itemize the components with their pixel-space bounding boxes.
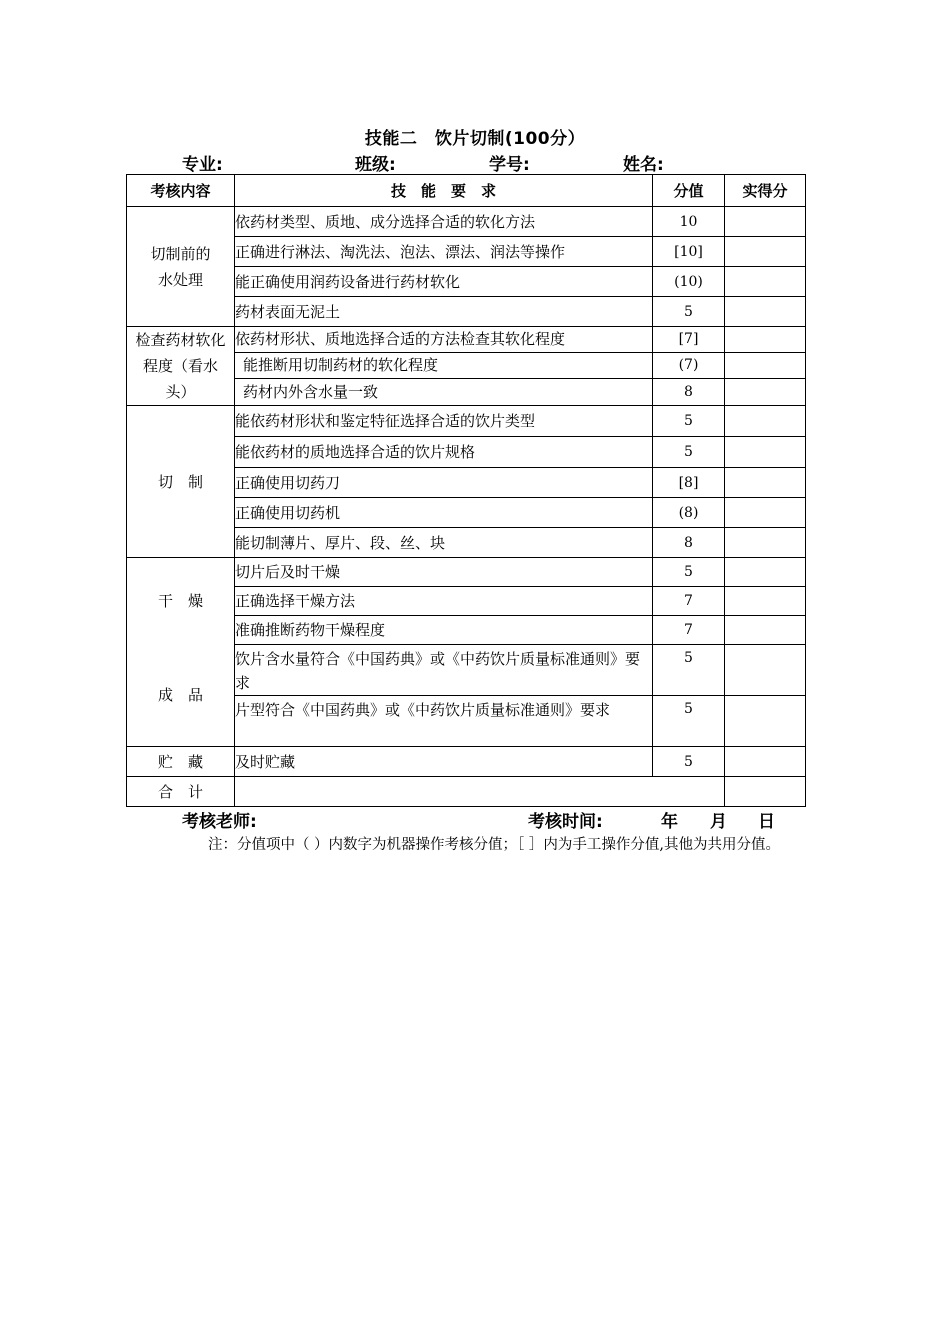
requirement-cell: 药材内外含水量一致 xyxy=(235,379,653,406)
page-title: 技能二 饮片切制(100分） xyxy=(364,129,586,149)
total-label: 合 计 xyxy=(127,777,235,807)
category-cell xyxy=(127,207,235,327)
name-label: 姓名: xyxy=(623,155,664,175)
requirement-cell: 能依药材形状和鉴定特征选择合适的饮片类型 xyxy=(235,406,653,437)
requirement-cell: 依药材类型、质地、成分选择合适的软化方法 xyxy=(235,207,653,237)
requirement-cell: 切片后及时干燥 xyxy=(235,558,653,587)
category-label: 检查药材软化程度（看水头） xyxy=(135,331,226,401)
actual-score-cell[interactable] xyxy=(725,406,806,437)
score-cell: [8] xyxy=(653,468,725,498)
day-label: 日 xyxy=(758,812,775,832)
time-label: 考核时间: xyxy=(528,812,603,832)
class-label: 班级: xyxy=(355,155,396,175)
actual-score-cell[interactable] xyxy=(725,327,806,353)
requirement-cell: 准确推断药物干燥程度 xyxy=(235,616,653,645)
actual-score-cell[interactable] xyxy=(725,468,806,498)
actual-score-cell[interactable] xyxy=(725,498,806,528)
category-cell xyxy=(127,327,235,406)
category-cell: 切 制 xyxy=(127,406,235,558)
table-row xyxy=(127,327,806,353)
score-cell: (7) xyxy=(653,352,725,379)
requirement-cell: 能正确使用润药设备进行药材软化 xyxy=(235,267,653,297)
requirement-cell: 及时贮藏 xyxy=(235,747,653,777)
total-score-cell xyxy=(235,777,725,807)
actual-score-cell[interactable] xyxy=(725,267,806,297)
requirement-cell: 正确进行淋法、淘洗法、泡法、漂法、润法等操作 xyxy=(235,237,653,267)
requirement-cell: 正确使用切药机 xyxy=(235,498,653,528)
requirement-cell: 正确选择干燥方法 xyxy=(235,587,653,616)
actual-score-cell[interactable] xyxy=(725,528,806,558)
month-label: 月 xyxy=(710,812,727,832)
score-cell: 5 xyxy=(653,558,725,587)
requirement-cell: 能切制薄片、厚片、段、丝、块 xyxy=(235,528,653,558)
score-cell: (10) xyxy=(653,267,725,297)
requirement-cell: 能依药材的质地选择合适的饮片规格 xyxy=(235,437,653,468)
actual-score-cell[interactable] xyxy=(725,696,806,747)
score-cell: [10] xyxy=(653,237,725,267)
total-row xyxy=(127,777,806,807)
major-label: 专业: xyxy=(182,155,223,175)
table-row xyxy=(127,207,806,237)
total-actual-score-cell[interactable] xyxy=(725,777,806,807)
header-requirements: 技 能 要 求 xyxy=(235,175,653,207)
table-row xyxy=(127,558,806,587)
year-label: 年 xyxy=(661,812,678,832)
table-row xyxy=(127,645,806,696)
actual-score-cell[interactable] xyxy=(725,379,806,406)
category-label: 切制前的水处理 xyxy=(150,244,211,289)
actual-score-cell[interactable] xyxy=(725,587,806,616)
actual-score-cell[interactable] xyxy=(725,237,806,267)
score-cell: 5 xyxy=(653,696,725,747)
score-cell: 8 xyxy=(653,379,725,406)
score-cell: [7] xyxy=(653,327,725,353)
category-cell: 干 燥 xyxy=(127,558,235,645)
score-cell: 5 xyxy=(653,645,725,696)
assessment-table xyxy=(126,174,806,807)
actual-score-cell[interactable] xyxy=(725,437,806,468)
requirement-cell: 能推断用切制药材的软化程度 xyxy=(235,352,653,379)
score-cell: 5 xyxy=(653,747,725,777)
student-id-label: 学号: xyxy=(489,155,530,175)
header-score: 分值 xyxy=(653,175,725,207)
actual-score-cell[interactable] xyxy=(725,747,806,777)
score-cell: 10 xyxy=(653,207,725,237)
header-category: 考核内容 xyxy=(127,175,235,207)
score-cell: 5 xyxy=(653,297,725,327)
requirement-cell: 饮片含水量符合《中国药典》或《中药饮片质量标准通则》要求 xyxy=(235,645,653,696)
actual-score-cell[interactable] xyxy=(725,616,806,645)
table-header-row xyxy=(127,175,806,207)
table-row xyxy=(127,406,806,437)
scoring-note: 注：分值项中（ ）内数字为机器操作考核分值；［ ］内为手工操作分值,其他为共用分值。 xyxy=(207,837,781,853)
teacher-label: 考核老师: xyxy=(182,812,257,832)
table-row xyxy=(127,747,806,777)
actual-score-cell[interactable] xyxy=(725,352,806,379)
actual-score-cell[interactable] xyxy=(725,207,806,237)
score-cell: 7 xyxy=(653,616,725,645)
actual-score-cell[interactable] xyxy=(725,645,806,696)
score-cell: 5 xyxy=(653,406,725,437)
requirement-cell: 正确使用切药刀 xyxy=(235,468,653,498)
score-cell: (8) xyxy=(653,498,725,528)
requirement-cell: 药材表面无泥土 xyxy=(235,297,653,327)
actual-score-cell[interactable] xyxy=(725,558,806,587)
category-cell: 贮 藏 xyxy=(127,747,235,777)
header-actual-score: 实得分 xyxy=(725,175,806,207)
requirement-cell: 依药材形状、质地选择合适的方法检查其软化程度 xyxy=(235,327,653,353)
score-cell: 7 xyxy=(653,587,725,616)
requirement-cell: 片型符合《中国药典》或《中药饮片质量标准通则》要求 xyxy=(235,696,653,747)
score-cell: 8 xyxy=(653,528,725,558)
actual-score-cell[interactable] xyxy=(725,297,806,327)
category-cell: 成 品 xyxy=(127,645,235,747)
score-cell: 5 xyxy=(653,437,725,468)
